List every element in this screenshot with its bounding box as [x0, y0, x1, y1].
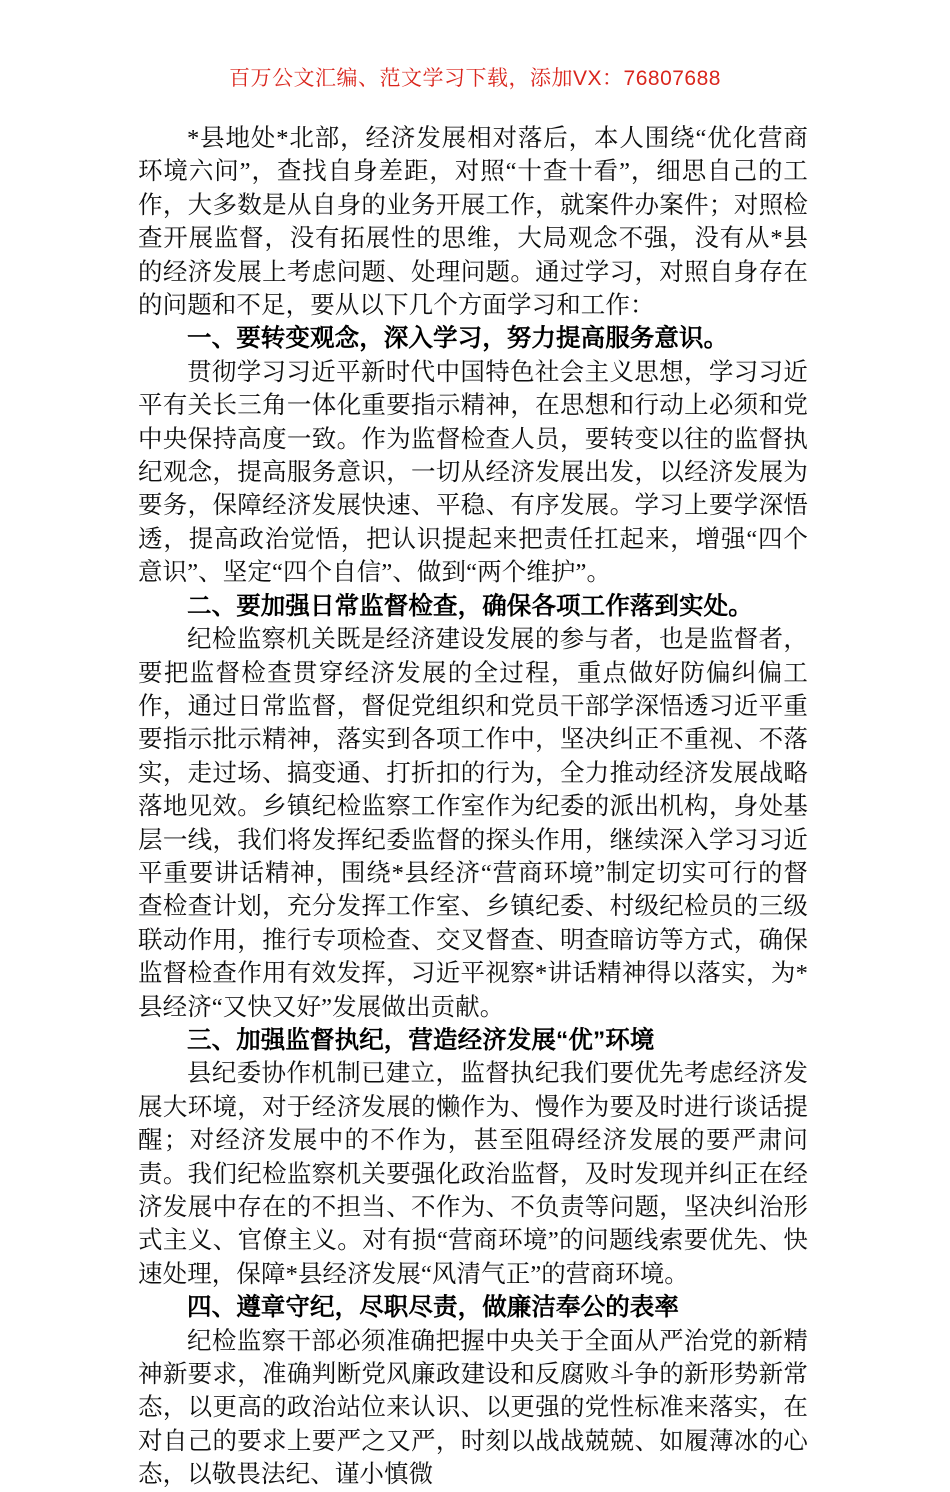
- section-heading-2: 二、要加强日常监督检查，确保各项工作落到实处。: [187, 592, 753, 620]
- promo-watermark-header: 百万公文汇编、范文学习下载，添加VX：76807688: [229, 67, 721, 90]
- paragraph-section-1: 贯彻学习习近平新时代中国特色社会主义思想，学习习近平有关长三角一体化重要指示精神，在思想和行动上必须和党中央保持高度一致。作为监督检查人员，要转变以往的监督执纪观念，提高服务意识，一切从经济发展出发，以经济发展为要务，保障经济发展快速、平稳、有序发展。学习上要学深悟透，提高政治觉悟，把认识提起来把责任扛起来，增强“四个意识”、坚定“四个自信”、做到“两个维护”。: [138, 358, 808, 587]
- section-heading-3: 三、加强监督执纪，营造经济发展“优”环境: [187, 1026, 655, 1054]
- paragraph-section-2: 纪检监察机关既是经济建设发展的参与者，也是监督者，要把监督检查贯穿经济发展的全过程，重点做好防偏纠偏工作，通过日常监督，督促党组织和党员干部学深悟透习近平重要指示批示精神，落实到各项工作中，坚决纠正不重视、不落实，走过场、搞变通、打折扣的行为，全力推动经济发展战略落地见效。乡镇纪检监察工作室作为纪委的派出机构，身处基层一线，我们将发挥纪委监督的探头作用，继续深入学习习近平重要讲话精神，围绕*县经济“营商环境”制定切实可行的督查检查计划，充分发挥工作室、乡镇纪委、村级纪检员的三级联动作用，推行专项检查、交叉督查、明查暗访等方式，确保监督检查作用有效发挥，习近平视察*讲话精神得以落实，为*县经济“又快又好”发展做出贡献。: [138, 626, 808, 1021]
- section-heading-1: 一、要转变观念，深入学习，努力提高服务意识。: [187, 325, 729, 353]
- section-heading-4: 四、遵章守纪，尽职尽责，做廉洁奉公的表率: [187, 1294, 679, 1322]
- paragraph-section-4: 纪检监察干部必须准确把握中央关于全面从严治党的新精神新要求，准确判断党风廉政建设和反腐败斗争的新形势新常态，以更高的政治站位来认识、以更强的党性标准来落实，在对自己的要求上要严之又严，时刻以战战兢兢、如履薄冰的心态，以敬畏法纪、谨小慎微: [138, 1327, 808, 1489]
- paragraph-intro: *县地处*北部，经济发展相对落后，本人围绕“优化营商环境六问”，查找自身差距，对照“十查十看”，细思自己的工作，大多数是从自身的业务开展工作，就案件办案件；对照检查开展监督，没有拓展性的思维，大局观念不强，没有从*县的经济发展上考虑问题、处理问题。通过学习，对照自身存在的问题和不足，要从以下几个方面学习和工作：: [138, 125, 808, 320]
- document-body: [138, 122, 808, 1492]
- paragraph-section-3: 县纪委协作机制已建立，监督执纪我们要优先考虑经济发展大环境，对于经济发展的懒作为、慢作为要及时进行谈话提醒；对经济发展中的不作为，甚至阻碍经济发展的要严肃问责。我们纪检监察机关要强化政治监督，及时发现并纠正在经济发展中存在的不担当、不作为、不负责等问题，坚决纠治形式主义、官僚主义。对有损“营商环境”的问题线索要优先、快速处理，保障*县经济发展“风清气正”的营商环境。: [138, 1060, 808, 1288]
